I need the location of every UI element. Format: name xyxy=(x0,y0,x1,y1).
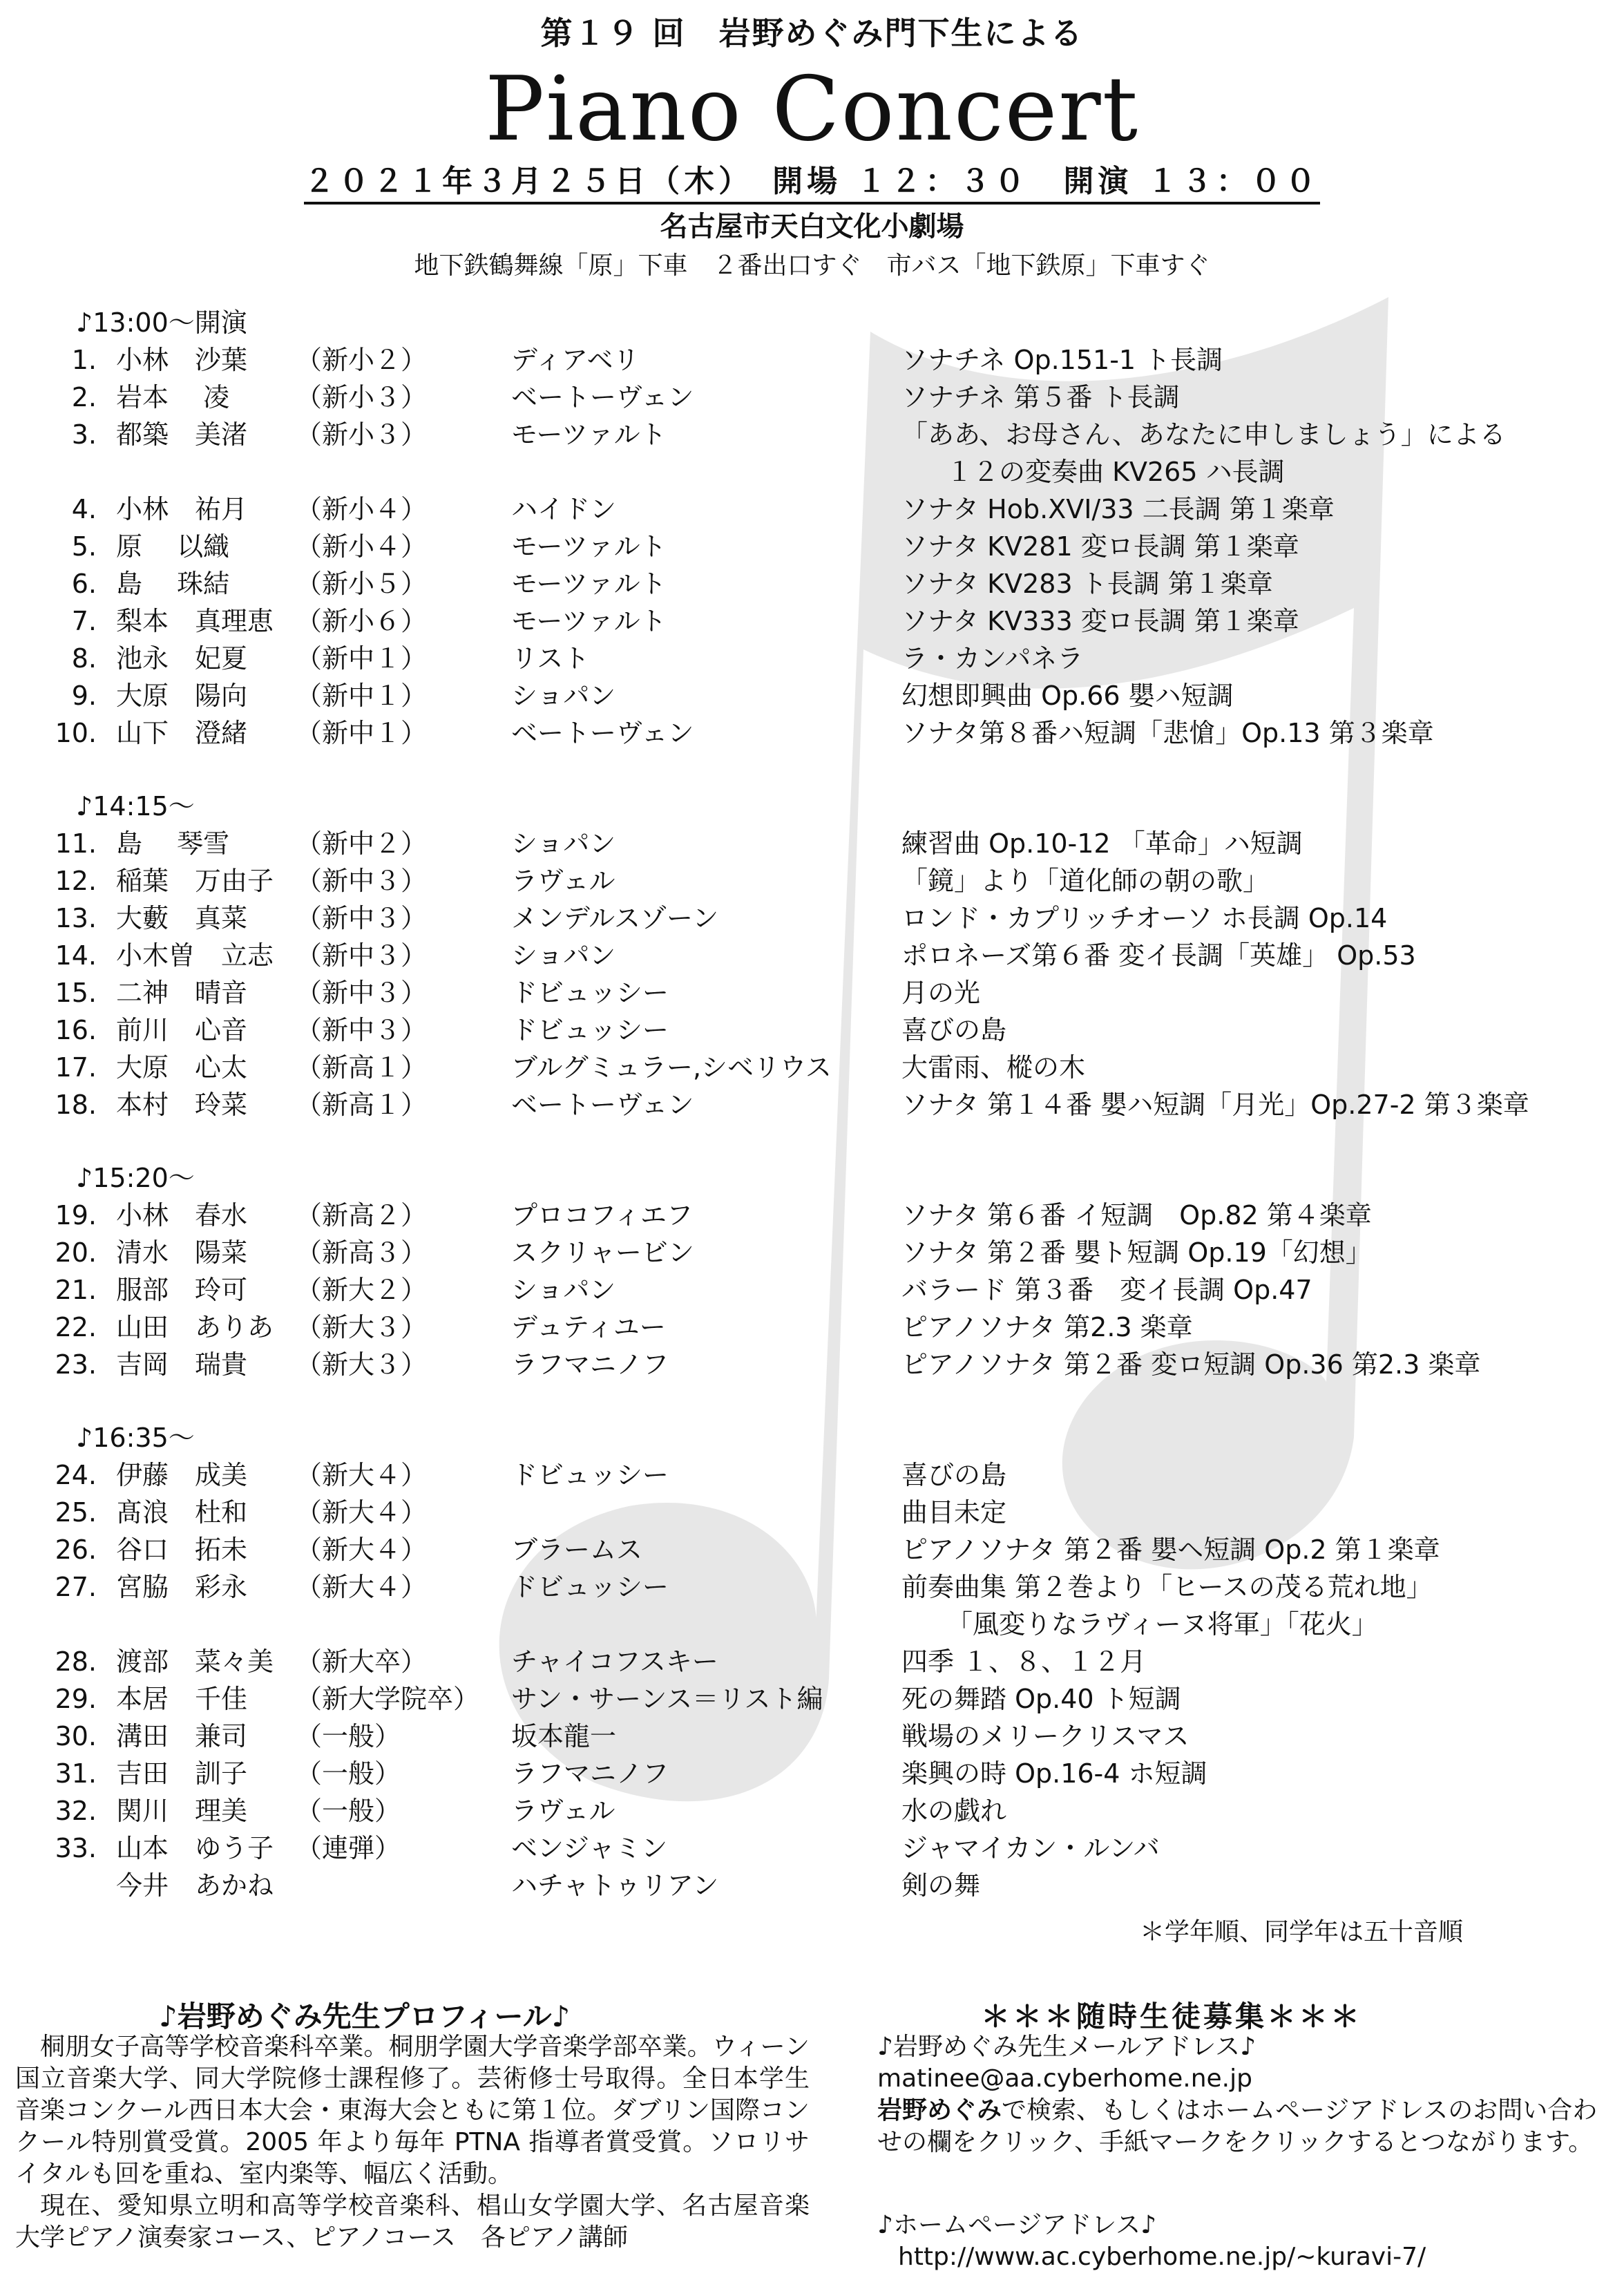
composer: デュティユー xyxy=(511,1312,666,1342)
composer: ディアベリ xyxy=(511,345,640,375)
performer-grade: （新中３） xyxy=(296,1015,428,1045)
performer-grade: （新小４） xyxy=(296,494,428,524)
performance-row xyxy=(0,528,1624,565)
performer-name: 山本 ゆう子 xyxy=(116,1833,274,1863)
piece-title-continued: １２の変奏曲 KV265 ハ長調 xyxy=(946,457,1285,487)
piece-title: 月の光 xyxy=(901,978,981,1008)
performer-name: 大藪 真菜 xyxy=(116,903,248,933)
performer-number: 9. xyxy=(71,681,97,711)
composer: ベートーヴェン xyxy=(511,382,694,412)
performer-grade: （新中３） xyxy=(296,978,428,1008)
composer: ベートーヴェン xyxy=(511,718,694,748)
performance-row xyxy=(0,379,1624,416)
performer-grade: （新大４） xyxy=(296,1572,428,1602)
performer-number: 6. xyxy=(71,569,97,599)
performer-name: 小木曽 立志 xyxy=(116,940,274,971)
performer-name: 小林 祐月 xyxy=(116,494,248,524)
ordering-note: ＊学年順、同学年は五十音順 xyxy=(1140,1918,1464,1946)
performer-number: 31. xyxy=(55,1758,97,1789)
performance-row xyxy=(0,1271,1624,1309)
performer-number: 25. xyxy=(55,1497,97,1528)
performance-row xyxy=(0,1867,1624,1904)
section-start-time: ♪13:00～開演 xyxy=(76,307,247,338)
performance-row xyxy=(0,1718,1624,1755)
performer-number: 21. xyxy=(55,1275,97,1305)
performance-row xyxy=(0,862,1624,900)
performer-grade: （新小３） xyxy=(296,419,428,450)
piece-title: 幻想即興曲 Op.66 嬰ハ短調 xyxy=(901,681,1234,711)
performer-name: 大原 陽向 xyxy=(116,681,248,711)
profile-title: ♪岩野めぐみ先生プロフィール♪ xyxy=(159,1999,571,2033)
piece-title: 剣の舞 xyxy=(901,1870,981,1901)
piece-title-continued-row xyxy=(0,453,1624,491)
performer-grade: （新小６） xyxy=(296,606,428,636)
performer-name: 岩本 凌 xyxy=(116,382,230,412)
composer: サン・サーンス＝リスト編 xyxy=(511,1684,823,1714)
performer-grade: （新中１） xyxy=(296,681,428,711)
section-start-time: ♪15:20～ xyxy=(76,1163,195,1193)
performer-grade: （新高２） xyxy=(296,1200,428,1231)
performer-grade: （新小２） xyxy=(296,345,428,375)
performer-number: 23. xyxy=(55,1349,97,1380)
performer-name: 原 以織 xyxy=(116,531,230,562)
performer-name: 吉岡 瑞貴 xyxy=(116,1349,248,1380)
performance-row xyxy=(0,602,1624,640)
performer-grade: （新高３） xyxy=(296,1237,428,1268)
performance-row xyxy=(0,825,1624,862)
composer: ベートーヴェン xyxy=(511,1090,694,1120)
performer-number: 18. xyxy=(55,1090,97,1120)
piece-title: ソナチネ 第５番 ト長調 xyxy=(901,382,1180,412)
performer-name: 島 珠結 xyxy=(116,569,230,599)
composer: ショパン xyxy=(511,940,616,971)
performer-name: 関川 理美 xyxy=(116,1796,248,1826)
performer-name: 前川 心音 xyxy=(116,1015,248,1045)
piece-title: ソナタ Hob.XVI/33 二長調 第１楽章 xyxy=(901,494,1335,524)
performer-number: 29. xyxy=(55,1684,97,1714)
composer: 坂本龍一 xyxy=(511,1721,617,1751)
piece-title: 喜びの島 xyxy=(901,1460,1007,1490)
composer: プロコフィエフ xyxy=(511,1200,693,1231)
performance-row xyxy=(0,1234,1624,1271)
performer-name: 山下 澄緒 xyxy=(116,718,248,748)
piece-title: ソナタ 第２番 嬰ト短調 Op.19「幻想」 xyxy=(901,1237,1372,1268)
performer-number: 27. xyxy=(55,1572,97,1602)
section-gap xyxy=(0,752,1624,788)
section-start-time: ♪14:15～ xyxy=(76,791,195,821)
performer-name: 髙浪 杜和 xyxy=(116,1497,248,1528)
composer: ドビュッシー xyxy=(511,1572,669,1602)
venue: 名古屋市天白文化小劇場 xyxy=(660,211,964,243)
piece-title: ソナタ KV281 変ロ長調 第１楽章 xyxy=(901,531,1299,562)
performer-name: 伊藤 成美 xyxy=(116,1460,248,1490)
performer-grade: （新大４） xyxy=(296,1497,428,1528)
piece-title: ピアノソナタ 第2.3 楽章 xyxy=(901,1312,1193,1342)
performance-row xyxy=(0,677,1624,714)
performer-number: 1. xyxy=(71,345,97,375)
mail-label: ♪岩野めぐみ先生メールアドレス♪ xyxy=(877,2033,1257,2061)
performer-number: 16. xyxy=(55,1015,97,1045)
performer-grade: （新小４） xyxy=(296,531,428,562)
performer-grade: （連弾） xyxy=(296,1833,401,1863)
performer-number: 4. xyxy=(71,494,97,524)
performer-name: 本村 玲菜 xyxy=(116,1090,248,1120)
performer-grade: （新中３） xyxy=(296,903,428,933)
piece-title: ソナタ KV283 ト長調 第１楽章 xyxy=(901,569,1273,599)
piece-title: 練習曲 Op.10-12 「革命」ハ短調 xyxy=(901,828,1303,859)
performer-number: 19. xyxy=(55,1200,97,1231)
composer: ベンジャミン xyxy=(511,1833,668,1863)
performer-name: 小林 沙葉 xyxy=(116,345,248,375)
performance-row xyxy=(0,341,1624,379)
performer-name: 稲葉 万由子 xyxy=(116,866,274,896)
performer-number: 24. xyxy=(55,1460,97,1490)
composer: メンデルスゾーン xyxy=(511,903,719,933)
piece-title: ソナチネ Op.151-1 ト長調 xyxy=(901,345,1223,375)
performer-number: 17. xyxy=(55,1052,97,1083)
performer-number: 33. xyxy=(55,1833,97,1863)
piece-title: ジャマイカン・ルンバ xyxy=(901,1833,1160,1863)
composer: ドビュッシー xyxy=(511,1460,669,1490)
piece-title: ソナタ 第１４番 嬰ハ短調「月光」Op.27-2 第３楽章 xyxy=(901,1090,1529,1120)
composer: ドビュッシー xyxy=(511,1015,669,1045)
performance-row xyxy=(0,1197,1624,1234)
performance-row xyxy=(0,937,1624,974)
performer-grade: （一般） xyxy=(296,1758,401,1789)
piece-title: 戦場のメリークリスマス xyxy=(901,1721,1190,1751)
performer-name: 本居 千佳 xyxy=(116,1684,248,1714)
performance-row xyxy=(0,1456,1624,1494)
performer-number: 32. xyxy=(55,1796,97,1826)
section-start-time: ♪16:35～ xyxy=(76,1423,195,1453)
performer-grade: （新大３） xyxy=(296,1312,428,1342)
performance-row xyxy=(0,1049,1624,1086)
performer-name: 島 琴雪 xyxy=(116,828,230,859)
piece-title: ラ・カンパネラ xyxy=(901,643,1084,674)
piece-title: ソナタ第８番ハ短調「悲愴」Op.13 第３楽章 xyxy=(901,718,1434,748)
performer-name: 谷口 拓未 xyxy=(116,1535,248,1565)
composer: モーツァルト xyxy=(511,569,667,599)
section-gap xyxy=(0,1383,1624,1419)
composer: チャイコフスキー xyxy=(511,1646,718,1677)
piece-title: ピアノソナタ 第２番 嬰ヘ短調 Op.2 第１楽章 xyxy=(901,1535,1440,1565)
performer-name: 池永 妃夏 xyxy=(116,643,248,674)
performer-grade: （新小３） xyxy=(296,382,428,412)
performer-name: 宮脇 彩永 xyxy=(116,1572,248,1602)
performance-row xyxy=(0,565,1624,602)
homepage-label: ♪ホームページアドレス♪ xyxy=(877,2211,1157,2239)
performer-number: 5. xyxy=(71,531,97,562)
performer-grade: （新大２） xyxy=(296,1275,428,1305)
search-keyword: 岩野めぐみ xyxy=(877,2096,1002,2125)
piece-title: 四季 １、８、１２月 xyxy=(901,1646,1147,1677)
piece-title: ソナタ KV333 変ロ長調 第１楽章 xyxy=(901,606,1299,636)
program-list xyxy=(0,304,1624,1904)
piece-title: 喜びの島 xyxy=(901,1015,1007,1045)
performer-number: 11. xyxy=(55,828,97,859)
composer: ショパン xyxy=(511,1275,616,1305)
performance-row xyxy=(0,1680,1624,1718)
performer-grade: （新大４） xyxy=(296,1460,428,1490)
performer-grade: （新高１） xyxy=(296,1090,428,1120)
piece-title: ピアノソナタ 第２番 変ロ短調 Op.36 第2.3 楽章 xyxy=(901,1349,1481,1380)
performance-row xyxy=(0,640,1624,677)
performer-name: 小林 春水 xyxy=(116,1200,248,1231)
performance-row xyxy=(0,1531,1624,1568)
piece-title: 「ああ、お母さん、あなたに申しましょう」による xyxy=(901,419,1506,450)
performer-number: 13. xyxy=(55,903,97,933)
concert-subtitle: 第１９ 回 岩野めぐみ門下生による xyxy=(540,15,1084,52)
piece-title-continued-row xyxy=(0,1606,1624,1643)
composer: モーツァルト xyxy=(511,606,667,636)
performer-number: 26. xyxy=(55,1535,97,1565)
performer-name: 溝田 兼司 xyxy=(116,1721,248,1751)
performer-grade: （新中１） xyxy=(296,718,428,748)
performance-row xyxy=(0,1309,1624,1346)
performer-number: 22. xyxy=(55,1312,97,1342)
performer-number: 3. xyxy=(71,419,97,450)
profile-body xyxy=(15,2031,810,2254)
piece-title: 楽興の時 Op.16-4 ホ短調 xyxy=(901,1758,1207,1789)
mail-address[interactable]: matinee@aa.cyberhome.ne.jp xyxy=(877,2064,1252,2093)
performer-name: 梨本 真理恵 xyxy=(116,606,274,636)
recruit-body xyxy=(877,2031,1609,2158)
performance-row xyxy=(0,1086,1624,1123)
performance-row xyxy=(0,416,1624,453)
composer: ブルグミュラー,シベリウス xyxy=(511,1052,832,1083)
composer: ハイドン xyxy=(511,494,617,524)
performer-number: 30. xyxy=(55,1721,97,1751)
search-instructions: で検索、もしくはホームページアドレスのお問い合わせの欄をクリック、手紙マークをクリックするとつながります。 xyxy=(877,2096,1598,2156)
piece-title: バラード 第３番 変イ長調 Op.47 xyxy=(901,1275,1312,1305)
piece-title-continued: 「風変りなラヴィーヌ将軍」「花火」 xyxy=(946,1609,1378,1640)
performer-grade: （新大３） xyxy=(296,1349,428,1380)
performer-grade: （新中２） xyxy=(296,828,428,859)
concert-title: Piano Concert xyxy=(484,58,1140,161)
performer-grade: （一般） xyxy=(296,1721,401,1751)
performer-grade: （新中３） xyxy=(296,940,428,971)
performer-number: 14. xyxy=(55,940,97,971)
piece-title: 曲目未定 xyxy=(901,1497,1007,1528)
performance-row xyxy=(0,714,1624,752)
performance-row xyxy=(0,1568,1624,1606)
profile-paragraph: 桐朋女子高等学校音楽科卒業。桐朋学園大学音楽学部卒業。ウィーン国立音楽大学、同大学院修士課程修了。芸術修士号取得。全日本学生音楽コンクール西日本大会・東海大会ともに第１位。ダブリン国際コンクール特別賞受賞。2005 年より毎年 PTNA 指導者賞受賞。ソロリサイタルも回を重ね、室内楽等、幅広く活動。 xyxy=(15,2033,810,2188)
access-info: 地下鉄鶴舞線「原」下車 ２番出口すぐ 市バス「地下鉄原」下車すぐ xyxy=(414,251,1210,280)
performer-name: 大原 心太 xyxy=(116,1052,248,1083)
performance-row xyxy=(0,1792,1624,1830)
performance-row xyxy=(0,491,1624,528)
performer-number: 28. xyxy=(55,1646,97,1677)
section-gap xyxy=(0,1123,1624,1159)
performer-grade: （新高１） xyxy=(296,1052,428,1083)
concert-datetime xyxy=(0,156,1624,200)
performer-number: 10. xyxy=(55,718,97,748)
composer: リスト xyxy=(511,643,590,674)
performer-number: 15. xyxy=(55,978,97,1008)
performance-row xyxy=(0,1830,1624,1867)
piece-title: 「鏡」より「道化師の朝の歌」 xyxy=(901,866,1270,896)
performer-number: 2. xyxy=(71,382,97,412)
composer: ブラームス xyxy=(511,1535,643,1565)
composer: ラフマニノフ xyxy=(511,1349,669,1380)
composer: モーツァルト xyxy=(511,531,667,562)
performer-grade: （一般） xyxy=(296,1796,401,1826)
composer: ラヴェル xyxy=(511,1796,615,1826)
performer-name: 今井 あかね xyxy=(116,1870,274,1901)
homepage-url[interactable]: http://www.ac.cyberhome.ne.jp/~kuravi-7/ xyxy=(898,2243,1426,2271)
composer: ハチャトゥリアン xyxy=(511,1870,719,1901)
datetime-text: ２０２１年３月２５日（木） 開場 １２：３０ 開演 １３：００ xyxy=(304,164,1320,205)
performer-name: 都築 美渚 xyxy=(116,419,248,450)
composer: モーツァルト xyxy=(511,419,667,450)
piece-title: 死の舞踏 Op.40 ト短調 xyxy=(901,1684,1181,1714)
performer-name: 山田 ありあ xyxy=(116,1312,274,1342)
composer: ラヴェル xyxy=(511,866,615,896)
piece-title: 水の戯れ xyxy=(901,1796,1007,1826)
performer-name: 二神 晴音 xyxy=(116,978,248,1008)
performer-number: 7. xyxy=(71,606,97,636)
performer-grade: （新中３） xyxy=(296,866,428,896)
performance-row xyxy=(0,900,1624,937)
piece-title: ソナタ 第６番 イ短調 Op.82 第４楽章 xyxy=(901,1200,1372,1231)
performance-row xyxy=(0,1011,1624,1049)
performer-name: 清水 陽菜 xyxy=(116,1237,248,1268)
performer-number: 8. xyxy=(71,643,97,674)
performance-row xyxy=(0,1346,1624,1383)
performer-grade: （新中１） xyxy=(296,643,428,674)
performance-row xyxy=(0,974,1624,1011)
performance-row xyxy=(0,1494,1624,1531)
composer: ショパン xyxy=(511,828,616,859)
performer-name: 渡部 菜々美 xyxy=(116,1646,274,1677)
composer: ラフマニノフ xyxy=(511,1758,669,1789)
composer: スクリャービン xyxy=(511,1237,694,1268)
composer: ドビュッシー xyxy=(511,978,669,1008)
performer-grade: （新大４） xyxy=(296,1535,428,1565)
composer: ショパン xyxy=(511,681,616,711)
performer-name: 吉田 訓子 xyxy=(116,1758,248,1789)
performer-grade: （新大学院卒） xyxy=(296,1684,480,1714)
recruit-title: ＊＊＊随時生徒募集＊＊＊ xyxy=(981,1999,1363,2033)
piece-title: 大雷雨、樅の木 xyxy=(901,1052,1086,1083)
performer-number: 20. xyxy=(55,1237,97,1268)
performer-name: 服部 玲可 xyxy=(116,1275,248,1305)
performer-grade: （新大卒） xyxy=(296,1646,428,1677)
piece-title: ポロネーズ第６番 変イ長調「英雄」 Op.53 xyxy=(901,940,1416,971)
performance-row xyxy=(0,1643,1624,1680)
piece-title: 前奏曲集 第２巻より「ヒースの茂る荒れ地」 xyxy=(901,1572,1433,1602)
piece-title: ロンド・カプリッチオーソ ホ長調 Op.14 xyxy=(901,903,1388,933)
profile-paragraph: 現在、愛知県立明和高等学校音楽科、椙山女学園大学、名古屋音楽大学ピアノ演奏家コース、ピアノコース 各ピアノ講師 xyxy=(15,2192,810,2252)
performer-number: 12. xyxy=(55,866,97,896)
performance-row xyxy=(0,1755,1624,1792)
performer-grade: （新小５） xyxy=(296,569,428,599)
